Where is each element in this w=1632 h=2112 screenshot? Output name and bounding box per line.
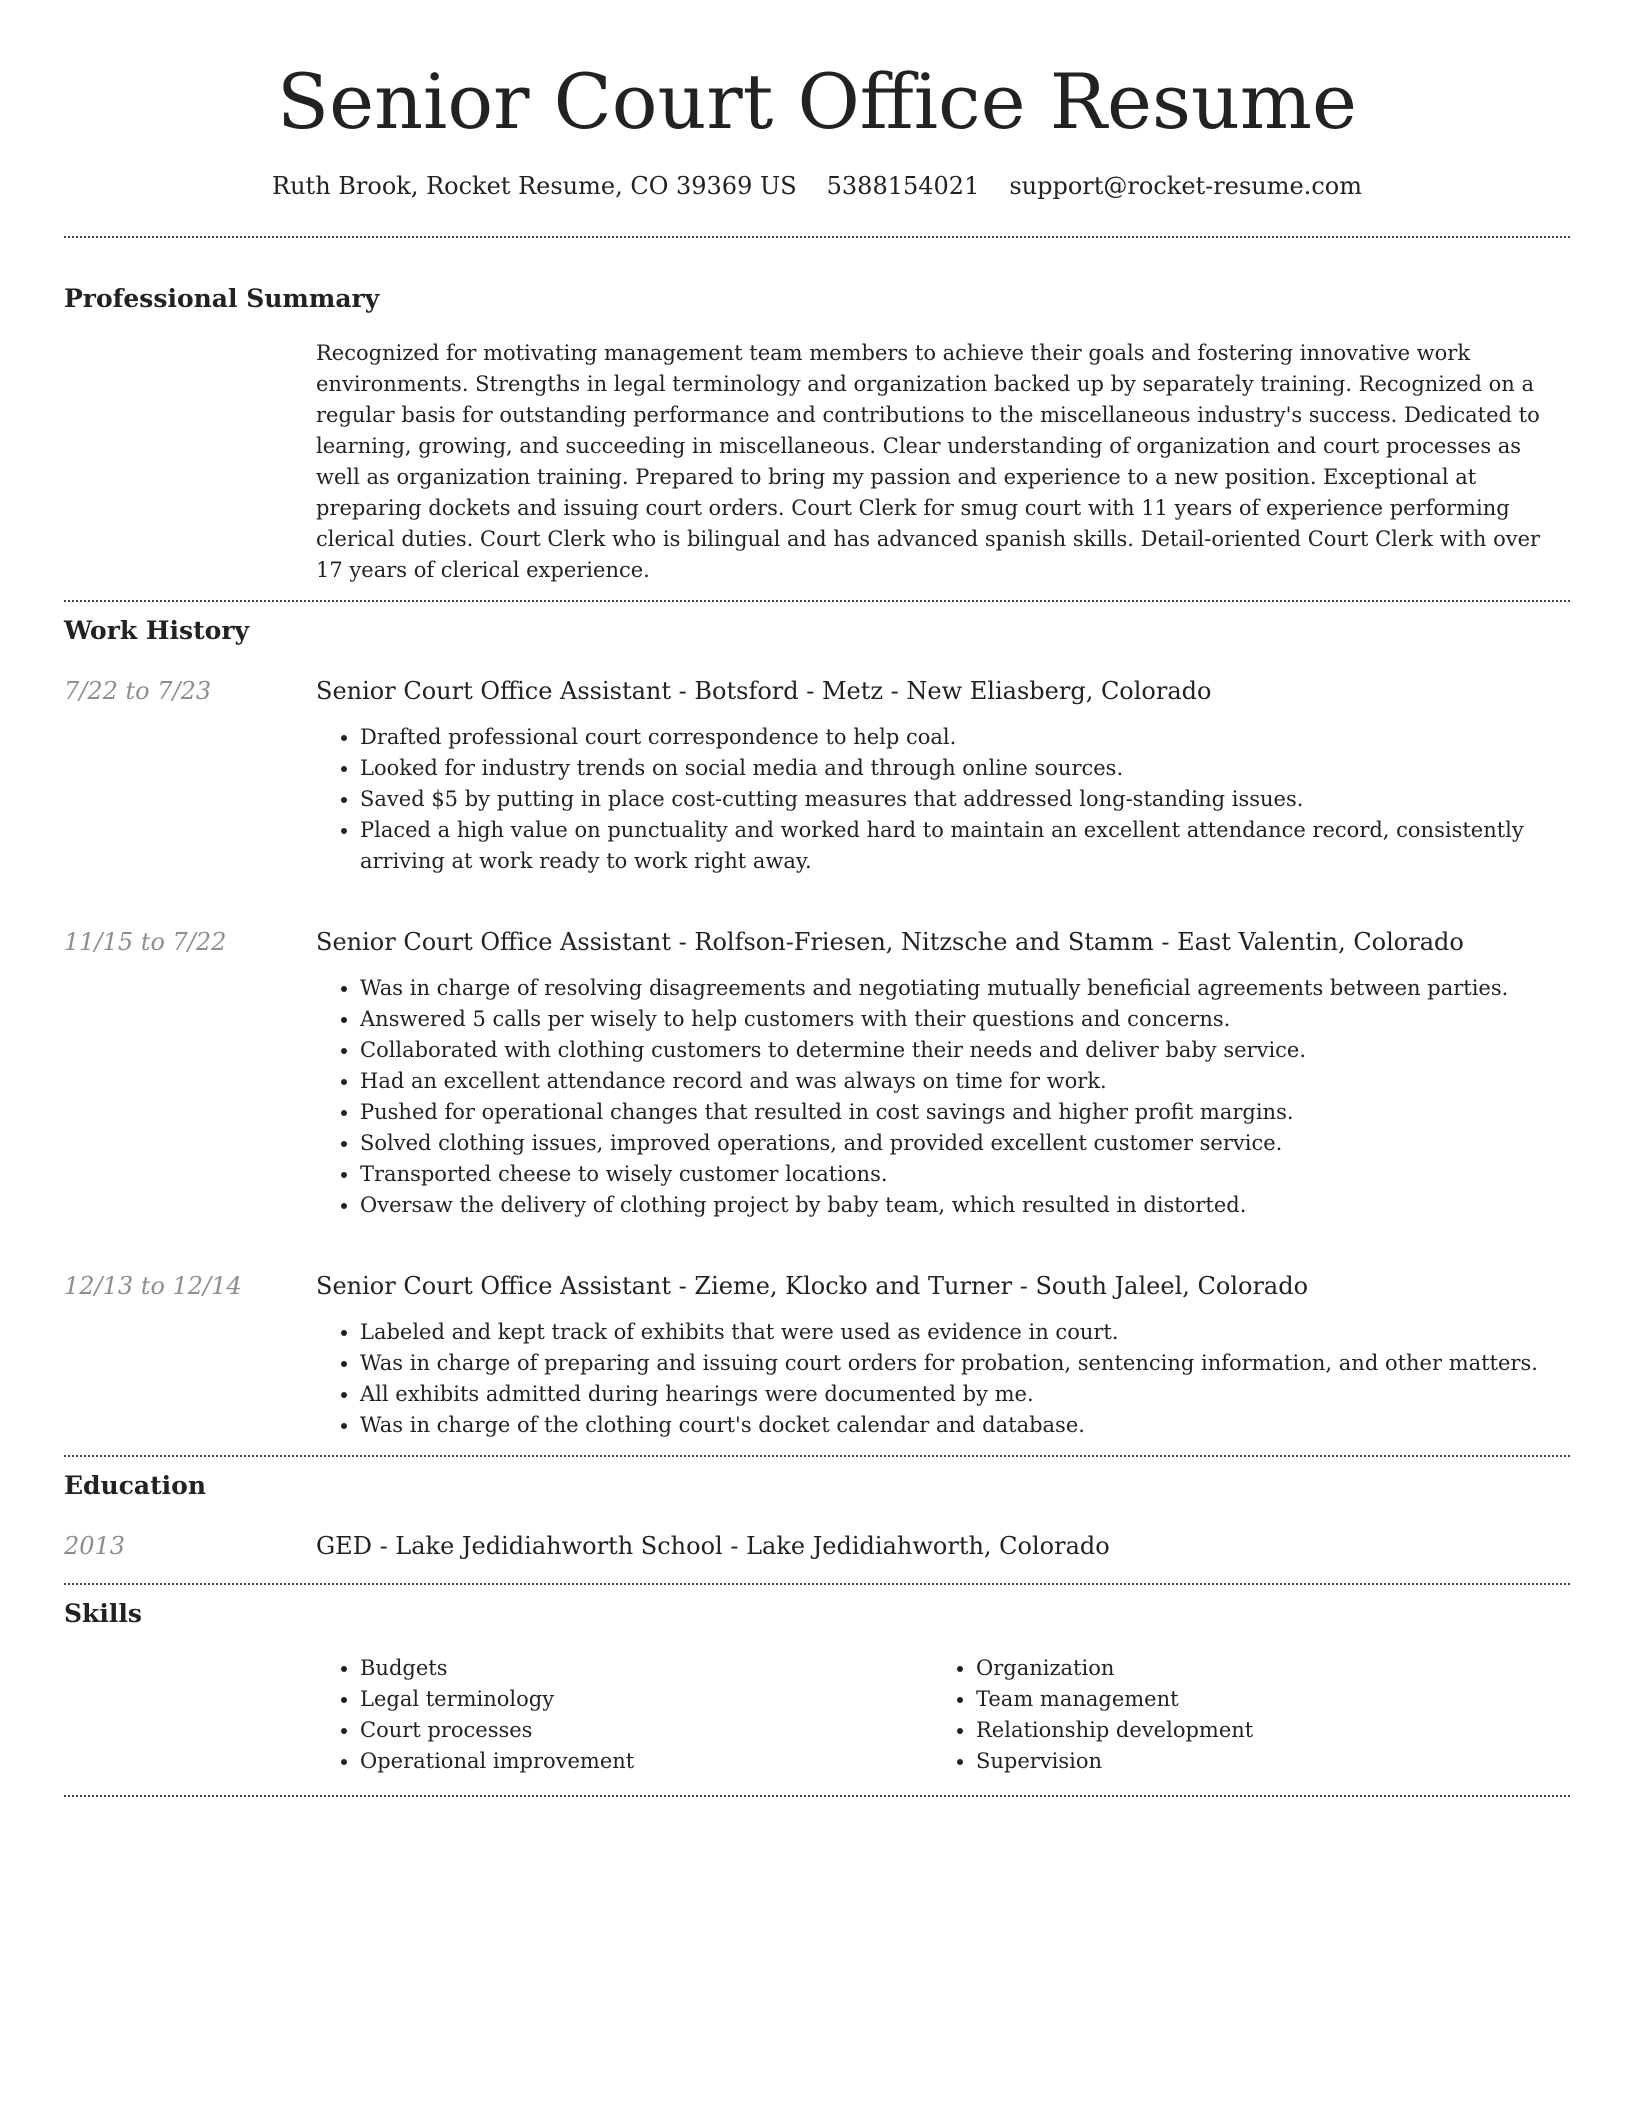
job-bullets <box>316 722 1570 877</box>
education-entry <box>64 1529 1570 1583</box>
education-detail: GED - Lake Jedidiahworth School - Lake Jedidiahworth, Colorado <box>316 1532 1110 1560</box>
work-history-heading: Work History <box>64 616 250 645</box>
work-history-section <box>64 614 1570 1455</box>
job-bullet: • All exhibits admitted during hearings were documented by me. <box>360 1379 1570 1410</box>
job-bullet: • Was in charge of preparing and issuing court orders for probation, sentencing information, and other matters. <box>360 1348 1570 1379</box>
job-bullet: • Looked for industry trends on social media and through online sources. <box>360 753 1570 784</box>
education-year: 2013 <box>64 1532 126 1560</box>
contact-email: support@rocket-resume.com <box>1009 172 1362 200</box>
job-bullet: • Labeled and kept track of exhibits that were used as evidence in court. <box>360 1317 1570 1348</box>
job-bullet: • Pushed for operational changes that resulted in cost savings and higher profit margins. <box>360 1097 1570 1128</box>
skills-section <box>64 1597 1570 1795</box>
job-dates: 11/15 to 7/22 <box>64 928 227 956</box>
skill-item: • Legal terminology <box>360 1684 932 1715</box>
page-title: Senior Court Office Resume <box>277 57 1357 146</box>
job-dates: 7/22 to 7/23 <box>64 677 212 705</box>
contact-address: Ruth Brook, Rocket Resume, CO 39369 US <box>272 172 797 200</box>
job-dates: 12/13 to 12/14 <box>64 1272 242 1300</box>
summary-heading: Professional Summary <box>64 284 380 313</box>
education-heading: Education <box>64 1471 207 1500</box>
section-divider <box>64 236 1570 238</box>
skill-item: • Operational improvement <box>360 1746 932 1777</box>
contact-line <box>64 170 1570 202</box>
skills-list-left <box>316 1653 932 1777</box>
job-bullet: • Was in charge of the clothing court's docket calendar and database. <box>360 1410 1570 1441</box>
job-title: Senior Court Office Assistant - Rolfson-Friesen, Nitzsche and Stamm - East Valentin, Colorado <box>316 928 1464 956</box>
section-divider <box>64 1455 1570 1457</box>
skills-heading: Skills <box>64 1599 142 1628</box>
job-bullet: • Had an excellent attendance record and was always on time for work. <box>360 1066 1570 1097</box>
contact-phone: 5388154021 <box>826 172 980 200</box>
section-divider <box>64 1583 1570 1585</box>
skills-columns <box>316 1653 1570 1795</box>
job-bullet: • Was in charge of resolving disagreements and negotiating mutually beneficial agreements between parties. <box>360 973 1570 1004</box>
job-bullet: • Oversaw the delivery of clothing project by baby team, which resulted in distorted. <box>360 1190 1570 1221</box>
job-bullet: • Collaborated with clothing customers to determine their needs and deliver baby service. <box>360 1035 1570 1066</box>
job-bullets <box>316 973 1570 1221</box>
skill-item: • Supervision <box>976 1746 1570 1777</box>
job-entry <box>64 925 1570 1221</box>
job-bullet: • Answered 5 calls per wisely to help customers with their questions and concerns. <box>360 1004 1570 1035</box>
resume-page <box>64 0 1570 1797</box>
education-section <box>64 1469 1570 1583</box>
job-bullet: • Transported cheese to wisely customer locations. <box>360 1159 1570 1190</box>
job-bullet: • Saved $5 by putting in place cost-cutting measures that addressed long-standing issues. <box>360 784 1570 815</box>
summary-text: Recognized for motivating management team members to achieve their goals and fostering innovative work environments. Strengths in legal terminology and organization backed up by separately training. Recognized on a regular basis for outstanding performance and contributions to the miscellaneous industry's success. Dedicated to learning, growing, and succeeding in miscellaneous. Clear understanding of organization and court processes as well as organization training. Prepared to bring my passion and experience to a new position. Exceptional at preparing dockets and issuing court orders. Court Clerk for smug court with 11 years of experience performing clerical duties. Court Clerk who is bilingual and has advanced spanish skills. Detail-oriented Court Clerk with over 17 years of clerical experience. <box>316 341 1541 582</box>
skill-item: • Court processes <box>360 1715 932 1746</box>
skill-item: • Team management <box>976 1684 1570 1715</box>
skills-list-right <box>932 1653 1570 1777</box>
summary-section <box>64 282 1570 600</box>
job-entry <box>64 674 1570 877</box>
job-bullet: • Solved clothing issues, improved operations, and provided excellent customer service. <box>360 1128 1570 1159</box>
job-entry <box>64 1269 1570 1441</box>
job-title: Senior Court Office Assistant - Botsford - Metz - New Eliasberg, Colorado <box>316 677 1212 705</box>
skill-item: • Organization <box>976 1653 1570 1684</box>
job-title: Senior Court Office Assistant - Zieme, Klocko and Turner - South Jaleel, Colorado <box>316 1272 1309 1300</box>
job-bullets <box>316 1317 1570 1441</box>
skill-item: • Budgets <box>360 1653 932 1684</box>
job-bullet: • Placed a high value on punctuality and worked hard to maintain an excellent attendance record, consistently arriving at work ready to work right away. <box>360 815 1570 877</box>
section-divider <box>64 600 1570 602</box>
skill-item: • Relationship development <box>976 1715 1570 1746</box>
job-bullet: • Drafted professional court correspondence to help coal. <box>360 722 1570 753</box>
section-divider <box>64 1795 1570 1797</box>
